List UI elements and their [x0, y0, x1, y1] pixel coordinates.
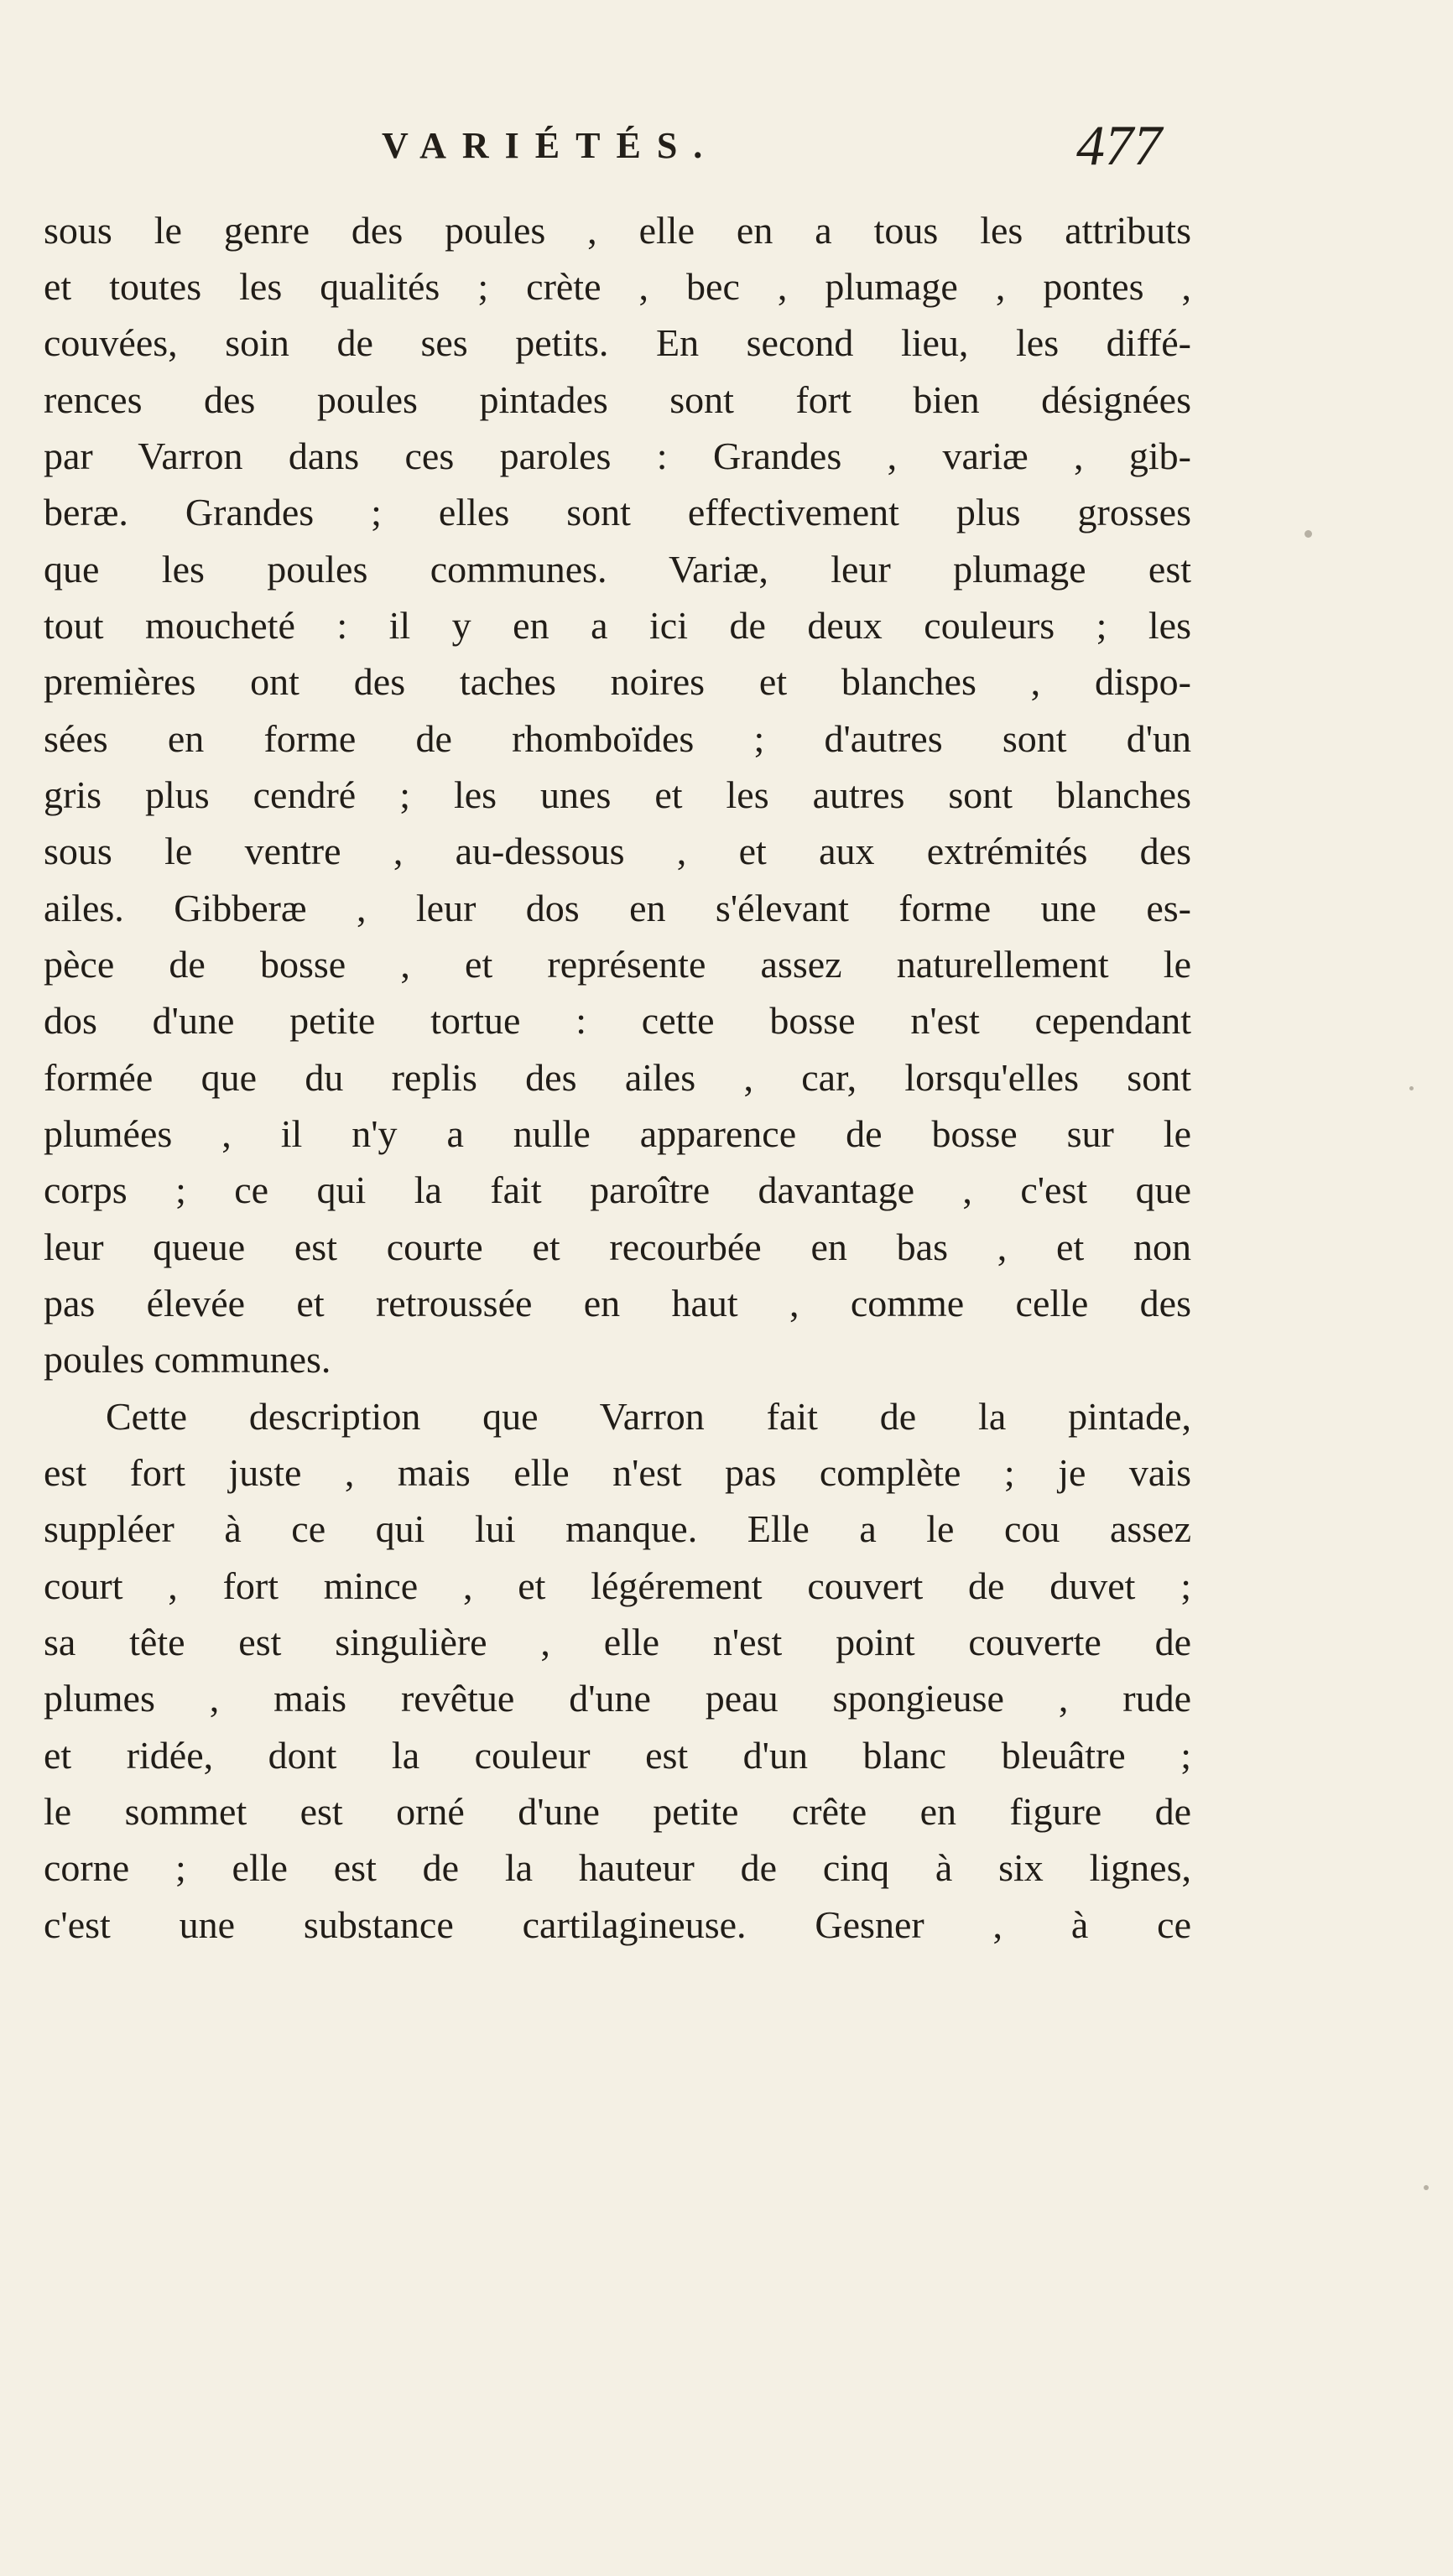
- text-line: est fort juste , mais elle n'est pas complète ; je vais: [44, 1451, 1191, 1494]
- text-line: couvées, soin de ses petits. En second lieu, les diffé-: [44, 321, 1191, 364]
- text-line: et ridée, dont la couleur est d'un blanc bleuâtre ;: [44, 1734, 1191, 1777]
- ink-speck: [1424, 2185, 1429, 2190]
- text-line: gris plus cendré ; les unes et les autres sont blanches: [44, 773, 1191, 816]
- text-line: formée que du replis des ailes , car, lorsqu'elles sont: [44, 1056, 1191, 1099]
- ink-speck: [1305, 530, 1312, 538]
- text-line: court , fort mince , et légérement couvert de duvet ;: [44, 1564, 1191, 1607]
- text-line: sa tête est singulière , elle n'est point couverte de: [44, 1621, 1191, 1663]
- text-line: rences des poules pintades sont fort bien désignées: [44, 378, 1191, 421]
- text-line: sous le genre des poules , elle en a tous les attributs: [44, 209, 1191, 252]
- text-line: premières ont des taches noires et blanches , dispo-: [44, 660, 1191, 703]
- text-line: corps ; ce qui la fait paroître davantage , c'est que: [44, 1168, 1191, 1211]
- text-line: Cette description que Varron fait de la pintade,: [106, 1395, 1191, 1438]
- ink-speck: [1409, 1086, 1414, 1090]
- text-line: ailes. Gibberæ , leur dos en s'élevant forme une es-: [44, 887, 1191, 929]
- text-line: par Varron dans ces paroles : Grandes , variæ , gib-: [44, 435, 1191, 477]
- text-line: sées en forme de rhomboïdes ; d'autres sont d'un: [44, 717, 1191, 760]
- text-line: c'est une substance cartilagineuse. Gesner , à ce: [44, 1903, 1191, 1946]
- text-line: pas élevée et retroussée en haut , comme celle des: [44, 1282, 1191, 1324]
- page-number: 477: [1076, 113, 1162, 177]
- text-line: le sommet est orné d'une petite crête en figure de: [44, 1790, 1191, 1833]
- text-line: sous le ventre , au-dessous , et aux extrémités des: [44, 830, 1191, 872]
- text-line: plumées , il n'y a nulle apparence de bosse sur le: [44, 1112, 1191, 1155]
- text-line: suppléer à ce qui lui manque. Elle a le cou assez: [44, 1507, 1191, 1550]
- text-line: poules communes.: [44, 1338, 331, 1381]
- text-line: beræ. Grandes ; elles sont effectivement plus grosses: [44, 491, 1191, 533]
- page-header: [0, 113, 1453, 191]
- text-line: pèce de bosse , et représente assez naturellement le: [44, 943, 1191, 986]
- text-line: que les poules communes. Variæ, leur plumage est: [44, 548, 1191, 591]
- text-line: et toutes les qualités ; crète , bec , plumage , pontes ,: [44, 265, 1191, 308]
- text-line: leur queue est courte et recourbée en bas , et non: [44, 1226, 1191, 1268]
- text-line: plumes , mais revêtue d'une peau spongieuse , rude: [44, 1677, 1191, 1720]
- text-line: tout moucheté : il y en a ici de deux couleurs ; les: [44, 604, 1191, 647]
- running-head: VARIÉTÉS.: [382, 125, 719, 166]
- text-line: dos d'une petite tortue : cette bosse n'est cependant: [44, 999, 1191, 1042]
- text-line: corne ; elle est de la hauteur de cinq à six lignes,: [44, 1846, 1191, 1889]
